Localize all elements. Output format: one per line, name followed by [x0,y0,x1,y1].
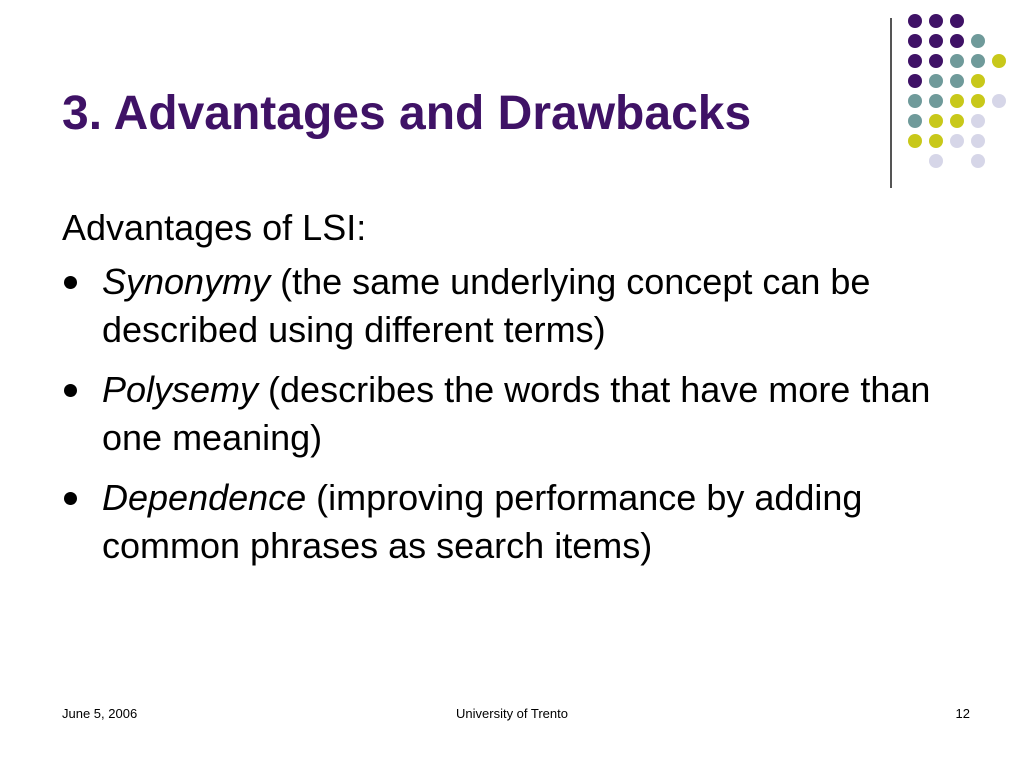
decorative-dot [929,134,943,148]
bullet-term: Polysemy [102,369,259,410]
decorative-dot [908,74,922,88]
decorative-dot [971,54,985,68]
footer-date: June 5, 2006 [62,706,138,721]
decorative-dot [908,94,922,108]
bullet-term: Synonymy [102,261,271,302]
bullet-term: Dependence [102,477,307,518]
decorative-dot [929,74,943,88]
decorative-dot [908,54,922,68]
decorative-dot [971,114,985,128]
bullet-dot-icon [64,384,77,397]
decorative-dot [929,94,943,108]
bullet-list [62,258,962,570]
slide-body [62,200,962,582]
decorative-dot [950,34,964,48]
decorative-dot [971,94,985,108]
decorative-dot [929,54,943,68]
slide-title: 3. Advantages and Drawbacks [62,87,752,140]
decorative-dot [992,94,1006,108]
bullet-text: (improving performance by adding common phrases as search items) [102,477,863,566]
decorative-dot [950,54,964,68]
decorative-dot [929,14,943,28]
footer-organization: University of Trento [456,706,568,721]
decorative-dot [950,134,964,148]
bullet-dot-icon [64,492,77,505]
decorative-dot [929,114,943,128]
bullet-item-polysemy [62,366,962,462]
decorative-dot-grid [908,14,1008,174]
decorative-dot [950,94,964,108]
decorative-dot [908,34,922,48]
decorative-dot [929,34,943,48]
decorative-dot [950,114,964,128]
decorative-dot [992,54,1006,68]
bullet-item-synonymy [62,258,962,354]
bullet-dot-icon [64,276,77,289]
decorative-dot [908,14,922,28]
footer-page-number: 12 [955,706,970,721]
decorative-dot [971,134,985,148]
decorative-dot [950,74,964,88]
decorative-dot [971,74,985,88]
title-divider-line [890,18,892,188]
bullet-text: (the same underlying concept can be described using different terms) [102,261,871,350]
intro-text: Advantages of LSI: [62,207,367,248]
decorative-dot [971,154,985,168]
decorative-dot [971,34,985,48]
decorative-dot [929,154,943,168]
bullet-text: (describes the words that have more than one meaning) [102,369,931,458]
decorative-dot [950,14,964,28]
decorative-dot [908,114,922,128]
bullet-item-dependence [62,474,962,570]
decorative-dot [908,134,922,148]
